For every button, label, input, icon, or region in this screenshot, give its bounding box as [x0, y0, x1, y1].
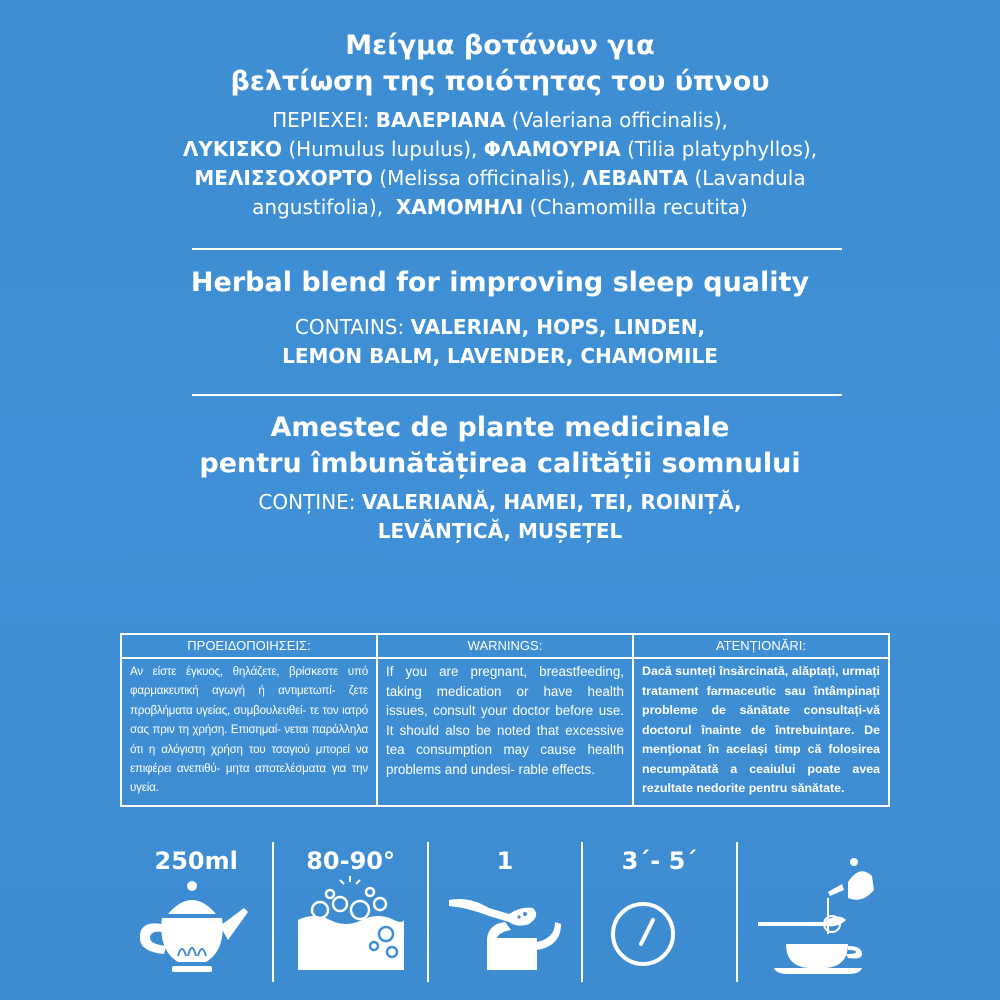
greek-ingredients: ΠΕΡΙΕΧΕΙ: ΒΑΛΕΡΙΑΝΑ (Valeriana officinalis), ΛΥΚΙΣΚΟ (Humulus lupulus), ΦΛΑΜΟΥΡΙΑ (Tilia platyphyllos), ΜΕΛΙΣΣΟΧΟΡΤΟ (Melissa officinalis), ΛΕΒΑΝΤΑ (Lavandula angustifolia), ΧΑΜΟΜΗΛΙ (Chamomilla recutita) — [182, 108, 818, 219]
pour-cup-icon — [738, 842, 890, 982]
step-temperature: 80-90° — [274, 842, 428, 982]
romanian-section — [0, 410, 1000, 546]
preparation-instructions — [120, 842, 890, 982]
step-steep-time: 3´- 5´ — [583, 842, 737, 982]
warning-heading: ATENȚIONĂRI: — [634, 635, 888, 659]
warning-heading: WARNINGS: — [378, 635, 632, 659]
romanian-title: Amestec de plante medicinale pentru îmbunătățirea calității somnului — [199, 412, 801, 479]
warnings-box — [120, 633, 890, 807]
greek-section — [0, 28, 1000, 222]
english-section — [0, 265, 1000, 371]
step-pour-and-serve — [738, 842, 890, 982]
clock-icon — [583, 842, 735, 982]
warning-romanian — [634, 635, 888, 805]
warning-text: Dacă sunteți însărcinată, alăptați, urmați tratament farmaceutic sau întâmpinați probleme de sănătate consultați-vă doctorul înainte de întrebuințare. De menționat în același timp că folosirea necumpătată a ceaiului poate avea rezultate nedorite pentru sănătate. — [642, 664, 880, 795]
spoon-kettle-icon — [429, 842, 581, 982]
english-ingredients: CONTAINS: VALERIAN, HOPS, LINDEN, LEMON BALM, LAVENDER, CHAMOMILE — [282, 315, 718, 368]
teapot-icon — [120, 842, 272, 982]
greek-title: Μείγμα βοτάνων για βελτίωση της ποιότητας του ύπνου — [230, 30, 770, 97]
warning-english — [378, 635, 634, 805]
warning-greek — [122, 635, 378, 805]
warning-heading: ΠΡΟΕΙΔΟΠΟΙΗΣΕΙΣ: — [122, 635, 376, 659]
divider — [192, 248, 842, 250]
warning-text: Αν είστε έγκυος, θηλάζετε, βρίσκεστε υπό φαρμακευτική αγωγή ή αντιμετωπί- ζετε προβλήματα υγείας, συμβουλευθεί- τε τον ιατρό σας πριν τη χρήση. Επισημαί- νεται παράλληλα ότι η αλόγιστη χρήση του τσαγιού μπορεί να επιφέρει ανεπιθύ- μητα αποτελέσματα για την υγεία. — [130, 665, 368, 795]
warning-text: If you are pregnant, breastfeeding, taking medication or have health issues, consult your doctor before use. It should also be noted that excessive tea consumption may cause health problems and undesi- rable effects. — [386, 664, 624, 777]
romanian-ingredients: CONȚINE: VALERIANĂ, HAMEI, TEI, ROINIȚĂ, LEVĂNȚICĂ, MUȘEȚEL — [258, 490, 742, 543]
step-water-amount: 250ml — [120, 842, 274, 982]
english-title: Herbal blend for improving sleep quality — [190, 267, 810, 298]
step-tea-bags: 1 — [429, 842, 583, 982]
divider — [192, 394, 842, 396]
hot-water-icon — [274, 842, 426, 982]
